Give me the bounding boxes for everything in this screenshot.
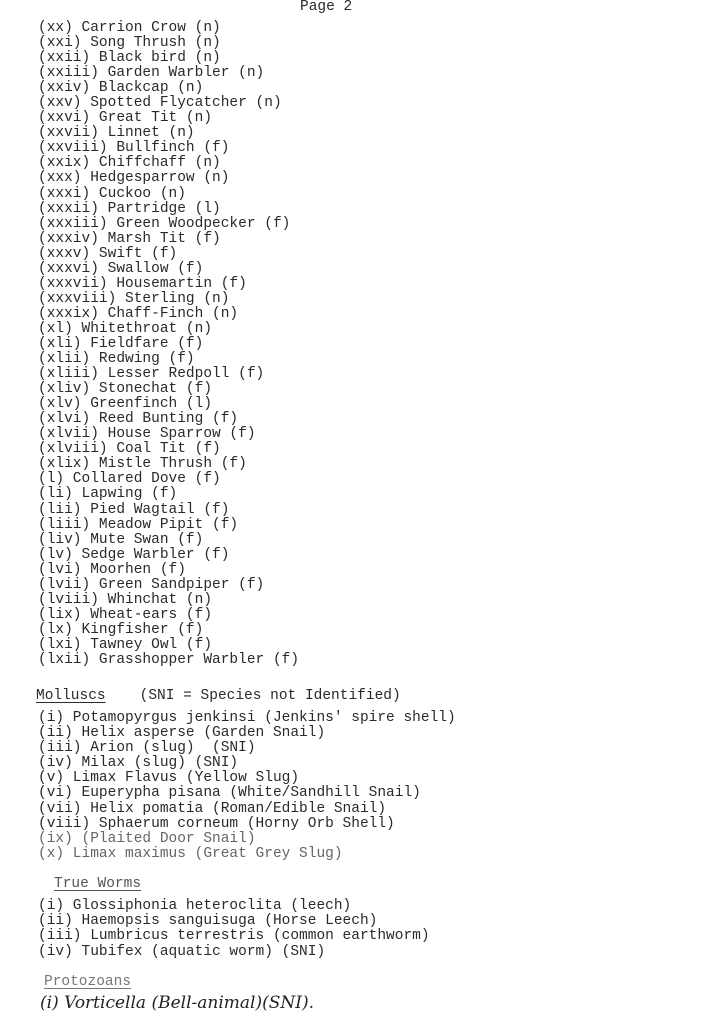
- list-item: (xxi) Song Thrush (n): [38, 35, 221, 52]
- list-item: (xxiii) Garden Warbler (n): [38, 65, 265, 82]
- molluscs-heading: Molluscs: [36, 688, 106, 704]
- list-item: (iv) Tubifex (aquatic worm) (SNI): [38, 943, 326, 960]
- list-item: (xliv) Stonechat (f): [38, 381, 213, 398]
- true-worms-heading: True Worms: [54, 876, 142, 892]
- list-item: (xxiv) Blackcap (n): [38, 80, 204, 97]
- list-item: (lx) Kingfisher (f): [38, 621, 204, 638]
- list-item: (li) Lapwing (f): [38, 486, 178, 503]
- list-item: (xlvi) Reed Bunting (f): [38, 411, 239, 428]
- list-item: (xxxviii) Sterling (n): [38, 290, 230, 307]
- list-item: (v) Limax Flavus (Yellow Slug): [38, 770, 300, 787]
- sni-note: (SNI = Species not Identified): [139, 688, 401, 704]
- list-item: (xxxix) Chaff-Finch (n): [38, 305, 239, 322]
- list-item: (xxx) Hedgesparrow (n): [38, 170, 230, 187]
- list-item: (iv) Milax (slug) (SNI): [38, 755, 239, 772]
- list-item: (iii) Arion (slug) (SNI): [38, 740, 256, 757]
- list-item: (xxxi) Cuckoo (n): [38, 185, 186, 202]
- list-item: (lviii) Whinchat (n): [38, 591, 213, 608]
- list-item: (liv) Mute Swan (f): [38, 531, 204, 548]
- list-item: (i) Potamopyrgus jenkinsi (Jenkins' spire shell): [38, 710, 456, 726]
- list-item: (lii) Pied Wagtail (f): [38, 501, 230, 518]
- list-item: (xxvii) Linnet (n): [38, 125, 195, 142]
- list-item: (lvii) Green Sandpiper (f): [38, 576, 265, 593]
- list-item: (xxxvi) Swallow (f): [38, 260, 204, 277]
- list-item: (xxxv) Swift (f): [38, 245, 178, 262]
- list-item: (x) Limax maximus (Great Grey Slug): [38, 845, 343, 862]
- list-item: (l) Collared Dove (f): [38, 471, 221, 488]
- list-item: (xx) Carrion Crow (n): [38, 20, 221, 36]
- protozoans-heading: Protozoans: [44, 974, 132, 990]
- list-item: (ii) Helix asperse (Garden Snail): [38, 725, 326, 742]
- list-item: (xl) Whitethroat (n): [38, 320, 213, 337]
- list-item: (lvi) Moorhen (f): [38, 561, 186, 578]
- list-item: (xxv) Spotted Flycatcher (n): [38, 95, 282, 112]
- list-item: (xxvi) Great Tit (n): [38, 110, 213, 127]
- list-item: (viii) Sphaerum corneum (Horny Orb Shell): [38, 815, 395, 832]
- list-item: (vi) Euperypha pisana (White/Sandhill Snail): [38, 785, 421, 802]
- list-item: (xlviii) Coal Tit (f): [38, 441, 221, 458]
- list-item: (lv) Sedge Warbler (f): [38, 546, 230, 563]
- list-item: (xxxii) Partridge (l): [38, 200, 221, 217]
- list-item: (lxii) Grasshopper Warbler (f): [38, 651, 300, 668]
- molluscs-heading-row: [36, 689, 401, 704]
- list-item: (xlix) Mistle Thrush (f): [38, 456, 247, 473]
- list-item: (ii) Haemopsis sanguisuga (Horse Leech): [38, 913, 378, 930]
- bird-list: [38, 21, 299, 668]
- list-item: (xlv) Greenfinch (l): [38, 396, 213, 413]
- list-item: (xxix) Chiffchaff (n): [38, 155, 221, 172]
- list-item: (xxviii) Bullfinch (f): [38, 140, 230, 157]
- protozoan-handwritten-entry: (i) Vorticella (Bell-animal)(SNI).: [40, 993, 315, 1013]
- list-item: (xli) Fieldfare (f): [38, 335, 204, 352]
- list-item: (i) Glossiphonia heteroclita (leech): [38, 898, 352, 914]
- molluscs-list: [38, 711, 456, 862]
- list-item: (xlvii) House Sparrow (f): [38, 426, 256, 443]
- page-number: Page 2: [300, 0, 353, 15]
- list-item: (xxxiii) Green Woodpecker (f): [38, 215, 291, 232]
- list-item: (xliii) Lesser Redpoll (f): [38, 366, 265, 383]
- list-item: (liii) Meadow Pipit (f): [38, 516, 239, 533]
- list-item: (xxii) Black bird (n): [38, 50, 221, 67]
- true-worms-list: [38, 899, 430, 960]
- list-item: (xxxvii) Housemartin (f): [38, 275, 247, 292]
- list-item: (iii) Lumbricus terrestris (common earthworm): [38, 928, 430, 945]
- list-item: (xxxiv) Marsh Tit (f): [38, 230, 221, 247]
- list-item: (xlii) Redwing (f): [38, 351, 195, 368]
- list-item: (lix) Wheat-ears (f): [38, 606, 213, 623]
- list-item: (vii) Helix pomatia (Roman/Edible Snail): [38, 800, 387, 817]
- list-item: (ix) (Plaited Door Snail): [38, 830, 256, 847]
- list-item: (lxi) Tawney Owl (f): [38, 636, 213, 653]
